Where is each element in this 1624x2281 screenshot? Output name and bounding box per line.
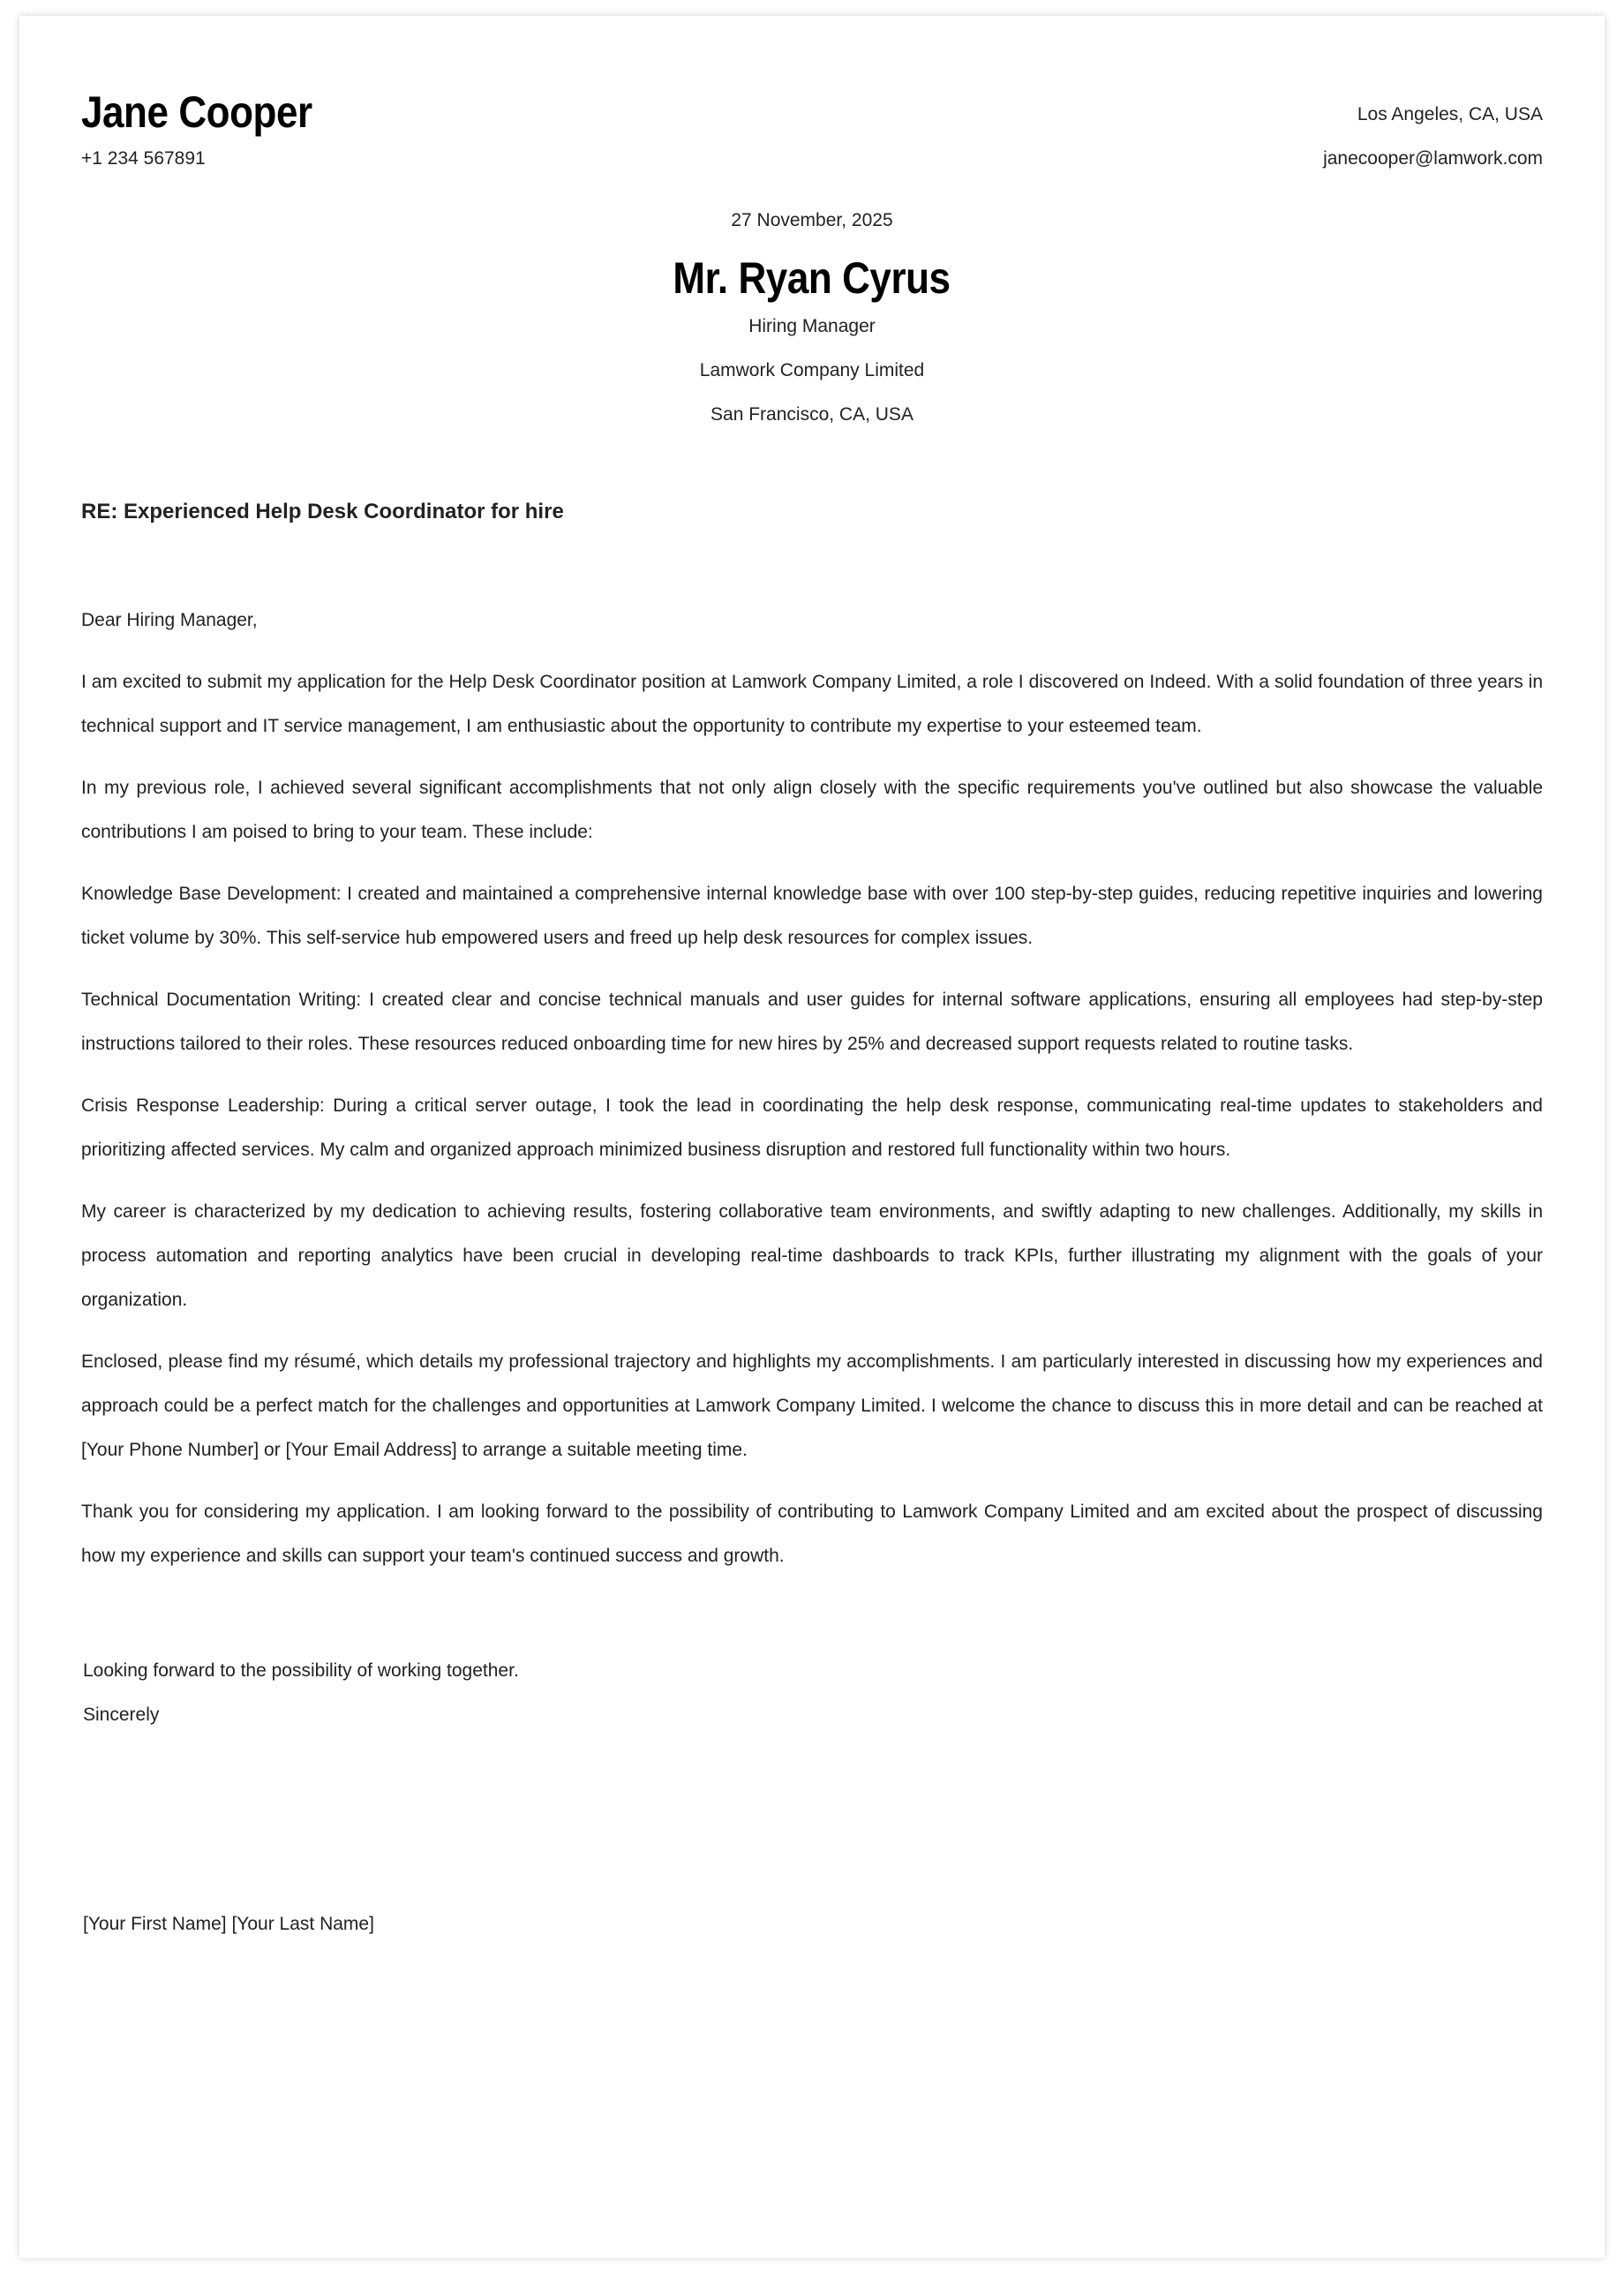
body-paragraph: Knowledge Base Development: I created and maintained a comprehensive internal knowledge base with over 100 step-by-step guides, reducing repetitive inquiries and lowering ticket volume by 30%. This self-service hub empowered users and freed up help desk resources for complex issues. <box>81 884 1543 948</box>
recipient-title: Hiring Manager <box>748 316 876 336</box>
closing-sincerely: Sincerely <box>83 1705 160 1725</box>
letter-date: 27 November, 2025 <box>731 210 893 230</box>
sender-name: Jane Cooper <box>81 87 312 137</box>
body-paragraph: Crisis Response Leadership: During a critical server outage, I took the lead in coordinating the help desk response, communicating real-time updates to stakeholders and prioritizing affected services. My calm and organized approach minimized business disruption and restored full functionality within two hours. <box>81 1095 1543 1160</box>
salutation: Dear Hiring Manager, <box>81 610 258 630</box>
letter-page <box>19 16 1605 2258</box>
body-paragraph: Thank you for considering my application. I am looking forward to the possibility of contributing to Lamwork Company Limited and am excited about the prospect of discussing how my experience and skills can support your team's continued success and growth. <box>81 1502 1543 1566</box>
closing-line: Looking forward to the possibility of working together. <box>83 1660 519 1681</box>
recipient-name: Mr. Ryan Cyrus <box>673 253 951 303</box>
sender-phone: +1 234 567891 <box>81 148 206 169</box>
body-paragraph: Technical Documentation Writing: I created clear and concise technical manuals and user guides for internal software applications, ensuring all employees had step-by-step instructions tailored to their roles. These resources reduced onboarding time for new hires by 25% and decreased support requests related to routine tasks. <box>81 990 1543 1054</box>
letter-body <box>81 598 1543 1596</box>
sender-address: Los Angeles, CA, USA <box>1357 104 1543 124</box>
body-paragraph: My career is characterized by my dedication to achieving results, fostering collaborative team environments, and swiftly adapting to new challenges. Additionally, my skills in process automation and reporting analytics have been crucial in developing real-time dashboards to track KPIs, further illustrating my alignment with the goals of your organization. <box>81 1201 1543 1310</box>
recipient-name-block <box>81 252 1543 304</box>
closing-block <box>83 1649 519 1737</box>
signature-name: [Your First Name] [Your Last Name] <box>83 1914 374 1934</box>
body-paragraph: Enclosed, please find my résumé, which details my professional trajectory and highlights my accomplishments. I am particularly interested in discussing how my experiences and approach could be a perfect match for the challenges and opportunities at Lamwork Company Limited. I welcome the chance to discuss this in more detail and can be reached at [Your Phone Number] or [Your Email Address] to arrange a suitable meeting time. <box>81 1351 1543 1460</box>
subject-line: RE: Experienced Help Desk Coordinator for hire <box>81 500 564 523</box>
recipient-address: San Francisco, CA, USA <box>710 404 914 425</box>
body-paragraph: In my previous role, I achieved several significant accomplishments that not only align closely with the specific requirements you've outlined but also showcase the valuable contributions I am poised to bring to your team. These include: <box>81 778 1543 842</box>
sender-email: janecooper@lamwork.com <box>1323 148 1543 169</box>
body-paragraph: I am excited to submit my application for the Help Desk Coordinator position at Lamwork Company Limited, a role I discovered on Indeed. With a solid foundation of three years in technical support and IT service management, I am enthusiastic about the opportunity to contribute my expertise to your esteemed team. <box>81 672 1543 736</box>
recipient-company: Lamwork Company Limited <box>699 360 925 380</box>
